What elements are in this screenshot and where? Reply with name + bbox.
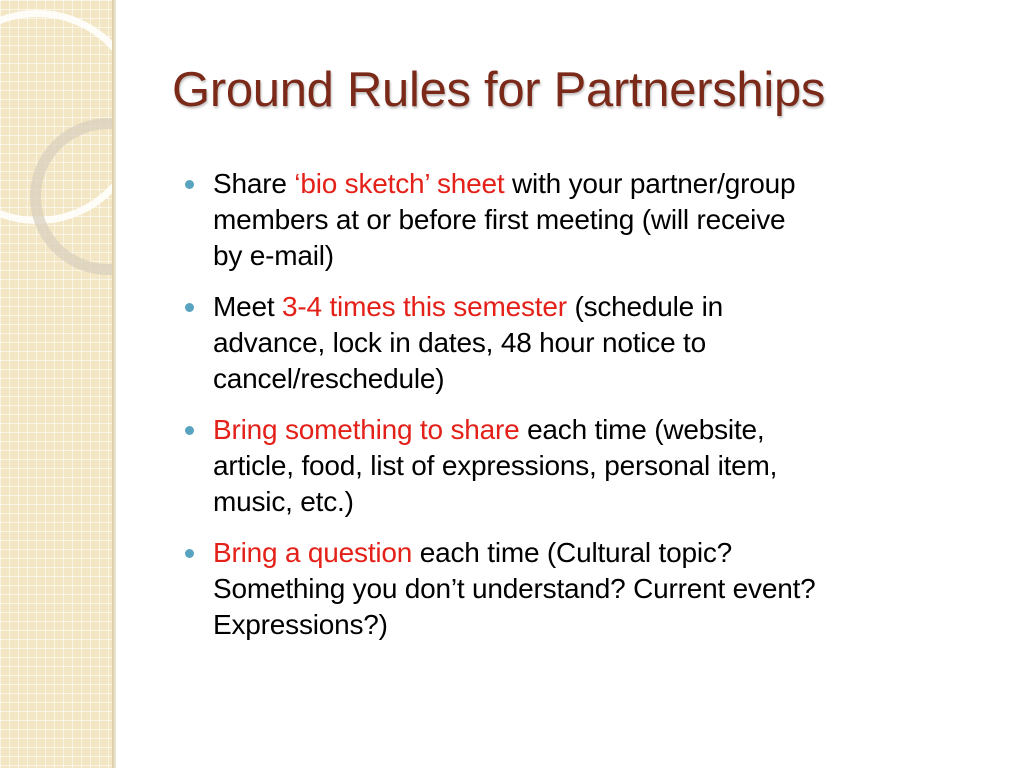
bullet-line: Meet 3-4 times this semester (schedule in	[213, 291, 724, 322]
bullet-line: by e-mail)	[213, 240, 334, 271]
bullet-line: Bring a question each time (Cultural topic?	[213, 537, 733, 568]
bullet-marker-icon	[185, 426, 194, 435]
bullet-marker-icon	[185, 549, 194, 558]
highlight-text: 3-4 times this semester	[282, 291, 567, 322]
sidebar-divider	[112, 0, 116, 768]
bullet-marker-icon	[185, 180, 194, 189]
bullet-line: Something you don’t understand? Current event?	[213, 573, 816, 604]
bullet-line: Expressions?)	[213, 609, 388, 640]
bullet-item-bring-question	[178, 535, 998, 643]
highlight-text: Bring something to share	[213, 414, 520, 445]
highlight-text: Bring a question	[213, 537, 413, 568]
bullet-item-bio-sketch	[178, 166, 998, 274]
bullet-item-bring-something	[178, 412, 998, 520]
bullet-list	[178, 166, 998, 658]
bullet-line: Share ‘bio sketch’ sheet with your partner/group	[213, 168, 796, 199]
bullet-line: members at or before first meeting (will receive	[213, 204, 786, 235]
bullet-line: article, food, list of expressions, personal item,	[213, 450, 778, 481]
bullet-line: advance, lock in dates, 48 hour notice to	[213, 327, 707, 358]
bullet-line: music, etc.)	[213, 486, 354, 517]
bullet-item-meet	[178, 289, 998, 397]
bullet-line: Bring something to share each time (website,	[213, 414, 765, 445]
bullet-marker-icon	[185, 303, 194, 312]
highlight-text: ‘bio sketch’ sheet	[294, 168, 505, 199]
decorative-sidebar	[0, 0, 112, 768]
bullet-line: cancel/reschedule)	[213, 363, 445, 394]
slide-title: Ground Rules for Partnerships	[172, 63, 826, 117]
